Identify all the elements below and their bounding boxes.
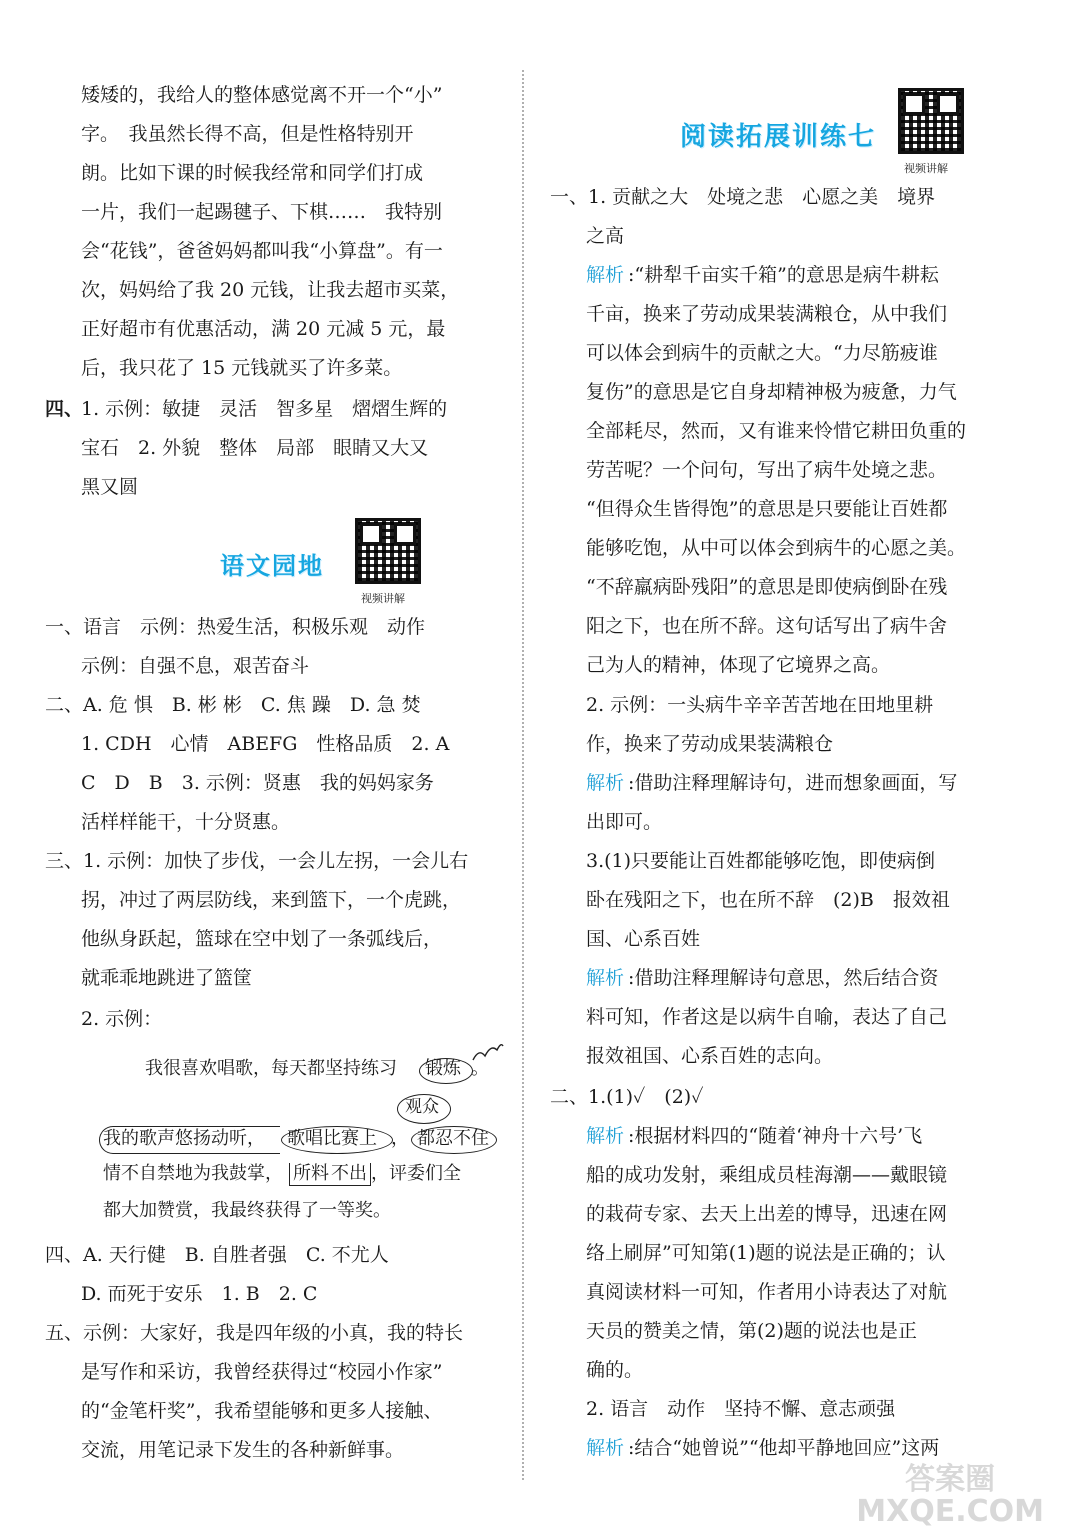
analysis-line: 络上刷屏”可知第(1)题的说法是正确的；认 [586,1242,946,1264]
revision-word: 所料 [293,1163,329,1184]
analysis-label: 解析 [586,1437,625,1459]
revision-text: 我的歌声悠扬动听， [103,1128,265,1149]
analysis-line: 解析 :结合“她曾说”“他却平静地回应”这两 [586,1437,940,1459]
answer-line: 3.(1)只要能让百姓都能够吃饱，即使病倒 [586,850,936,872]
answer-line: 五、示例：大家好，我是四年级的小真，我的特长 [45,1322,464,1344]
analysis-label: 解析 [586,1125,625,1147]
answer-line: 二、1.(1)✓ (2)✓ [550,1086,704,1108]
analysis-label: 解析 [586,967,625,989]
analysis-line: 劳苦呢？一个问句，写出了病牛处境之悲。 [586,459,948,481]
wave-mark-icon [471,1040,505,1064]
swap-mark [289,1163,371,1186]
answer-line: 就乖乖地跳进了篮筐 [81,967,253,989]
revision-insert: 观众 [405,1097,439,1117]
answer-line: 一、语言 示例：热爱生活，积极乐观 动作 [45,616,426,638]
revision-text: ，评委们全 [371,1163,461,1184]
answer-line: 1. 示例：敏捷 灵活 智多星 熠熠生辉的 [81,398,448,420]
answer-line: 活样样能干，十分贤惠。 [81,811,291,833]
analysis-line: 能够吃饱，从中可以体会到病牛的心愿之美。 [586,537,967,559]
analysis-line: 报效祖国、心系百姓的志向。 [586,1045,834,1067]
bracket-mark [99,1126,280,1154]
analysis-line: “不辞羸病卧残阳”的意思是即使病倒卧在残 [586,576,948,598]
analysis-line: 出即可。 [586,811,663,833]
analysis-line: 解析 :借助注释理解诗句，进而想象画面，写 [586,772,958,794]
analysis-line: 千亩，换来了劳动成果装满粮仓，从中我们 [586,303,948,325]
answer-line: 宝石 2. 外貌 整体 局部 眼睛又大又 [81,437,429,459]
analysis-label: 解析 [586,264,625,286]
analysis-line: 阳之下，也在所不辞。这句话写出了病牛舍 [586,615,948,637]
answer-line: D. 而死于安乐 1. B 2. C [81,1283,318,1305]
revision-word: 不出 [331,1163,367,1184]
analysis-line: 确的。 [586,1359,644,1381]
answer-line: 作，换来了劳动成果装满粮仓 [586,733,834,755]
qr-label: 视频讲解 [904,162,948,175]
answer-line: 三、1. 示例：加快了步伐，一会儿左拐，一会儿右 [45,850,469,872]
answer-line: 的“金笔杆奖”，我希望能够和更多人接触、 [81,1400,443,1422]
answer-line: C D B 3. 示例：贤惠 我的妈妈家务 [81,772,434,794]
analysis-line: 天员的赞美之情，第(2)题的说法也是正 [586,1320,917,1342]
answer-line: 黑又圆 [81,476,139,498]
analysis-line: 己为人的精神，体现了它境界之高。 [586,654,891,676]
circle-mark [411,1126,497,1154]
qr-code-icon[interactable] [898,88,964,154]
analysis-line: 料可知，作者这是以病牛自喻，表达了自己 [586,1006,948,1028]
analysis-line: 解析 :“耕犁千亩实千箱”的意思是病牛耕耘 [586,264,939,286]
answer-line: 拐，冲过了两层防线，来到篮下，一个虎跳， [81,889,462,911]
answer-line: 1. CDH 心情 ABEFG 性格品质 2. A [81,733,450,755]
text-line: 次，妈妈给了我 20 元钱，让我去超市买菜， [81,279,460,301]
qr-label: 视频讲解 [361,592,405,605]
text-line: 矮矮的，我给人的整体感觉离不开一个“小” [81,84,443,106]
analysis-line: “但得众生皆得饱”的意思是只要能让百姓都 [586,498,948,520]
text-line: 朗。比如下课的时候我经常和同学们打成 [81,162,424,184]
answer-line: 2. 示例： [81,1008,163,1030]
analysis-line: 全部耗尽，然而，又有谁来怜惜它耕田负重的 [586,420,967,442]
answer-line: 四、A. 天行健 B. 自胜者强 C. 不尤人 [45,1244,389,1266]
text-line: 字。 我虽然长得不高，但是性格特别开 [81,123,414,145]
analysis-line: 真阅读材料一可知，作者用小诗表达了对航 [586,1281,948,1303]
text-line: 一片，我们一起踢毽子、下棋…… 我特别 [81,201,443,223]
section-marker: 四、 [45,398,84,420]
analysis-line: 船的成功发射，乘组成员桂海潮——戴眼镜 [586,1164,948,1186]
circle-mark [419,1058,473,1084]
answer-line: 2. 示例：一头病牛辛辛苦苦地在田地里耕 [586,694,934,716]
answer-line: 是写作和采访，我曾经获得过“校园小作家” [81,1361,443,1383]
analysis-label: 解析 [586,772,625,794]
answer-line: 2. 语言 动作 坚持不懈、意志顽强 [586,1398,896,1420]
column-divider [522,70,524,1480]
qr-code-icon[interactable] [355,518,421,584]
answer-line: 之高 [586,225,625,247]
answer-line: 一、1. 贡献之大 处境之悲 心愿之美 境界 [550,186,936,208]
revision-text: 都大加赞赏，我最终获得了一等奖。 [103,1200,391,1221]
watermark: 答案圈 MXQE.COM [856,1462,1044,1529]
answer-line: 示例：自强不息，艰苦奋斗 [81,655,310,677]
text-line: 正好超市有优惠活动，满 20 元减 5 元，最 [81,318,446,340]
answer-line: 他纵身跃起，篮球在空中划了一条弧线后， [81,928,443,950]
analysis-line: 复伤”的意思是它自身却精神极为疲惫，力气 [586,381,957,403]
revision-text: ， [391,1128,409,1149]
section-title-yuwen-yuandi: 语文园地 [220,552,324,580]
analysis-line: 可以体会到病牛的贡献之大。“力尽筋疲谁 [586,342,938,364]
answer-line: 二、A. 危 惧 B. 彬 彬 C. 焦 躁 D. 急 焚 [45,694,421,716]
section-title-reading: 阅读拓展训练七 [680,122,877,152]
analysis-line: 解析 :根据材料四的“随着‘神舟十六号’飞 [586,1125,923,1147]
answer-line: 国、心系百姓 [586,928,701,950]
revision-text: 情不自禁地为我鼓掌， [103,1163,283,1184]
answer-line: 交流，用笔记录下发生的各种新鲜事。 [81,1439,405,1461]
revision-text: 。 [471,1058,489,1079]
analysis-line: 的栽荷专家、去天上出差的博导，迅速在网 [586,1203,948,1225]
analysis-line: 解析 :借助注释理解诗句意思，然后结合资 [586,967,939,989]
circle-mark [281,1126,393,1154]
answer-line: 卧在残阳之下，也在所不辞 (2)B 报效祖 [586,889,950,911]
text-line: 后，我只花了 15 元钱就买了许多菜。 [81,357,403,379]
revision-word: 锻炼 [425,1058,461,1079]
revision-word: 歌唱比赛上 [287,1128,377,1149]
revision-word: 都忍不住 [417,1128,489,1149]
text-line: 会“花钱”，爸爸妈妈都叫我“小算盘”。有一 [81,240,443,262]
revision-text: 我很喜欢唱歌，每天都坚持练习 [145,1058,397,1079]
